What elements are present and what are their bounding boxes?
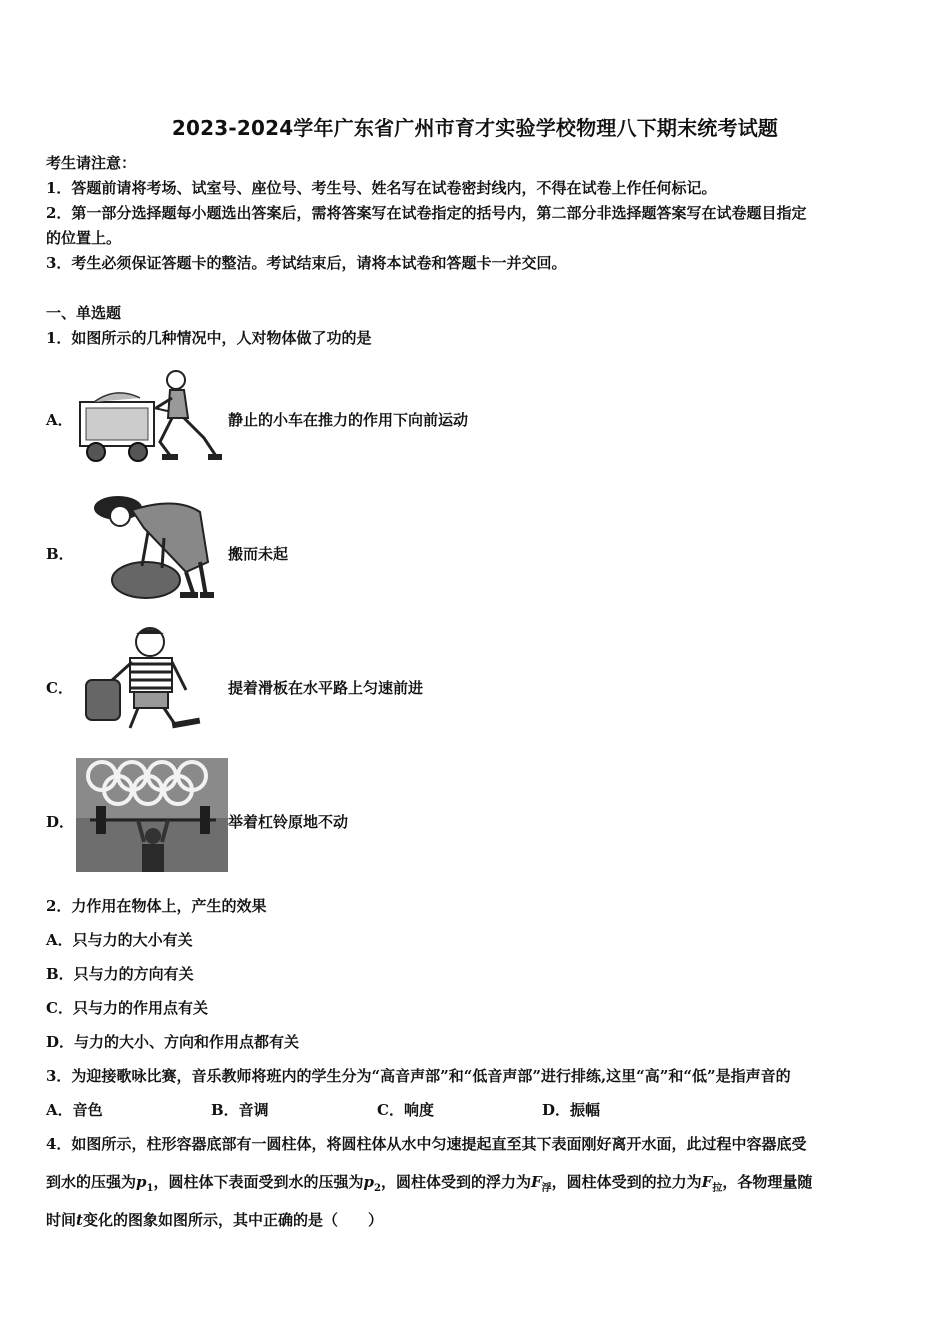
q1-option-d-text: 举着杠铃原地不动 [228, 813, 349, 831]
q3-option-b: B．音调 [211, 1101, 269, 1119]
pull-force-subscript: 拉 [712, 1183, 723, 1194]
q3-option-d: D．振幅 [542, 1101, 601, 1119]
lifting-rock-illustration [76, 492, 216, 604]
carrying-skateboard-illustration [76, 626, 224, 734]
q2-option-c: C．只与力的作用点有关 [46, 999, 208, 1017]
buoyancy-symbol: F [530, 1173, 542, 1191]
question-4-line-3 [46, 1209, 383, 1230]
question-4-line-1: 4．如图所示，柱形容器底部有一圆柱体，将圆柱体从水中匀速提起直至其下表面刚好离开水面，此过程中容器底受 [46, 1135, 807, 1153]
page-title: 2023-2024学年广东省广州市育才实验学校物理八下期末统考试题 [171, 116, 779, 140]
q4-text-1: 到水的压强为 [46, 1173, 137, 1191]
q1-option-d-label: D． [46, 813, 75, 831]
question-2-stem: 2．力作用在物体上，产生的效果 [46, 897, 267, 915]
p1-subscript: 1 [146, 1183, 154, 1194]
q1-option-b-label: B． [46, 545, 74, 563]
weightlifter-photo [76, 758, 228, 872]
notice-item-3: 3．考生必须保证答题卡的整洁。考试结束后，请将本试卷和答题卡一并交回。 [46, 254, 567, 272]
q1-option-c-label: C． [46, 679, 73, 697]
pushing-cart-illustration [76, 368, 224, 464]
notice-item-2-cont: 的位置上。 [46, 229, 122, 247]
section-heading: 一、单选题 [46, 304, 122, 322]
question-4-line-2 [46, 1171, 812, 1194]
q2-option-b: B．只与力的方向有关 [46, 965, 194, 983]
q2-option-a: A．只与力的大小有关 [46, 931, 193, 949]
question-3-stem: 3．为迎接歌咏比赛，音乐教师将班内的学生分为“高音声部”和“低音声部”进行排练,这里“高”和“低”是指声音的 [46, 1067, 791, 1085]
q1-option-b-text: 搬而未起 [228, 545, 289, 563]
q1-option-a-label: A． [46, 411, 73, 429]
notice-heading: 考生请注意： [46, 154, 137, 172]
q4-text-7: 变化的图象如图所示，其中正确的是（ ） [82, 1211, 383, 1229]
notice-item-2: 2．第一部分选择题每小题选出答案后，需将答案写在试卷指定的括号内，第二部分非选择题答案写在试卷题目指定 [46, 204, 807, 222]
q3-option-a: A．音色 [46, 1101, 103, 1119]
q1-option-c-text: 提着滑板在水平路上匀速前进 [228, 679, 424, 697]
time-symbol: t [76, 1211, 83, 1229]
q4-text-6: 时间 [46, 1211, 77, 1229]
q2-option-d: D．与力的大小、方向和作用点都有关 [46, 1033, 300, 1051]
q4-text-4: ，圆柱体受到的拉力为 [551, 1173, 702, 1191]
q4-text-5: ，各物理量随 [722, 1173, 813, 1191]
question-1-stem: 1．如图所示的几种情况中，人对物体做了功的是 [46, 329, 372, 347]
q4-text-2: ，圆柱体下表面受到水的压强为 [153, 1173, 364, 1191]
buoyancy-subscript: 浮 [541, 1183, 552, 1194]
p1-symbol: p [136, 1173, 147, 1191]
p2-symbol: p [363, 1173, 374, 1191]
q1-option-a-text: 静止的小车在推力的作用下向前运动 [228, 411, 469, 429]
q3-option-c: C．响度 [377, 1101, 434, 1119]
notice-item-1: 1．答题前请将考场、试室号、座位号、考生号、姓名写在试卷密封线内，不得在试卷上作任何标记。 [46, 179, 717, 197]
p2-subscript: 2 [374, 1183, 381, 1194]
q4-text-3: ，圆柱体受到的浮力为 [380, 1173, 531, 1191]
pull-force-symbol: F [701, 1173, 713, 1191]
